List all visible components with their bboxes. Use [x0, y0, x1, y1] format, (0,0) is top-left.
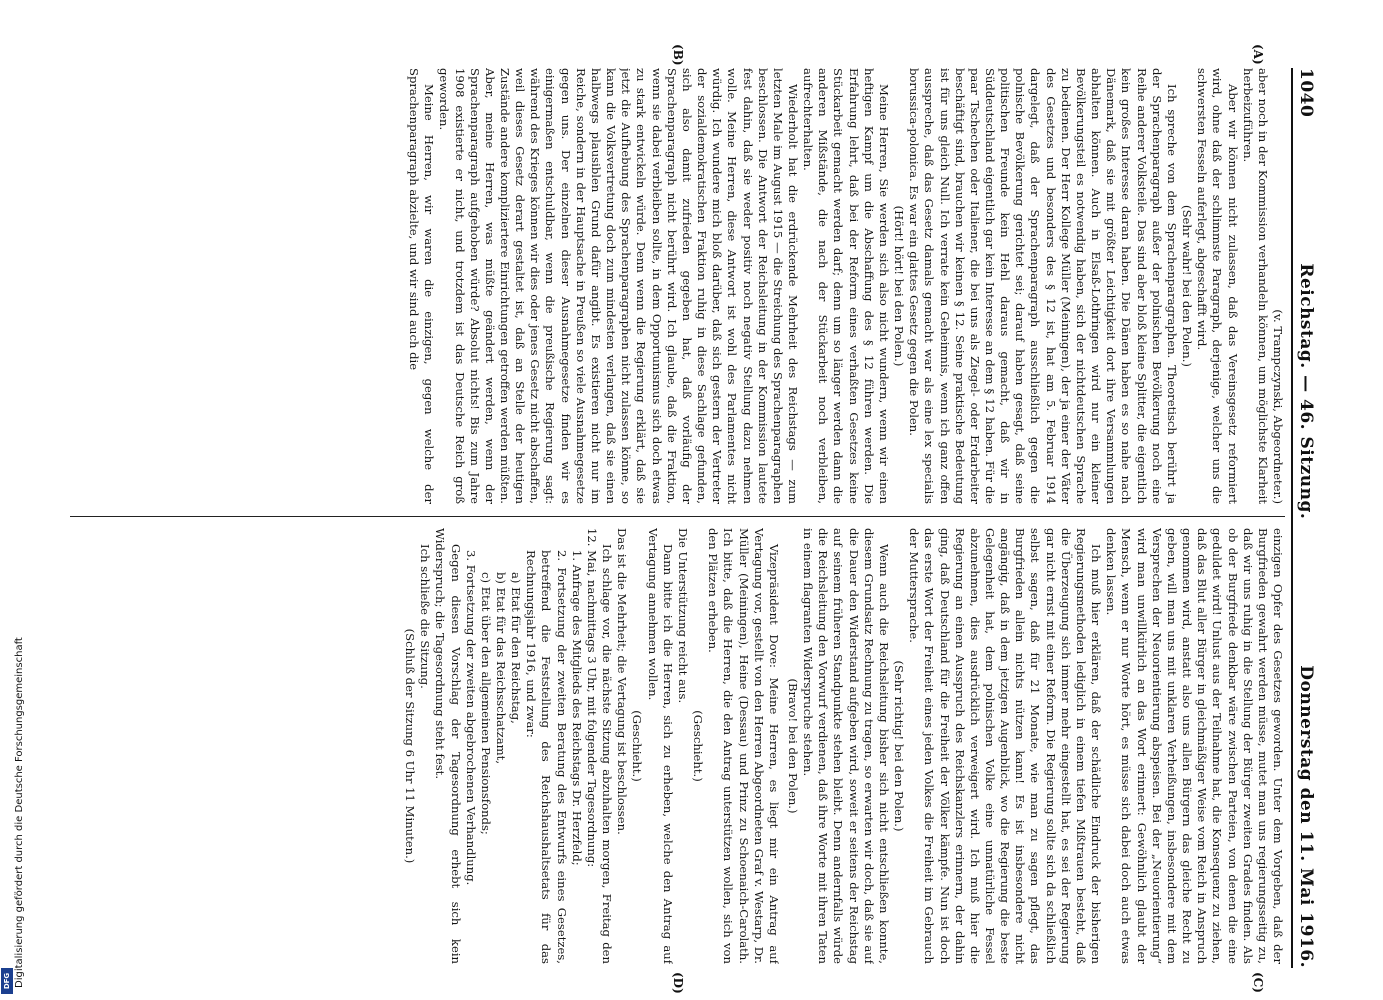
session-title: Reichstag. — 46. Sitzung.: [1296, 263, 1316, 520]
interjection: (Geschieht.): [691, 710, 706, 782]
agenda-item: 1. Anfrage des Mitglieds des Reichstags Dr. Herzfeld;: [569, 550, 584, 866]
paragraph: Ich muß hier erklären, daß der schädliche Eindruck der bisherigen Regierungsmethoden lediglich in einem tiefen Mißtrauen besteht, daß die Überzeugung sich immer mehr eingestellt hat, es sei der Regierung gar nicht ernst mit einer Reform. Die Regierung sollte sich da schließlich selbst sagen, daß für 21 Monate, wie man zu sagen pflegt, das Burgfrieden allein nichts nützen kann! Es ist insbesondere nicht angängig, daß in dem jetzigen Augenblick, wo die Regierung die beste Gelegenheit hat, dem polnischen Volke eine unnatürliche Fessel abzunehmen, dies ausdrücklich verweigert wird. Ich muß hier die Regierung an einen Ausspruch des Reichskanzlers erinnern, der dahin ging, daß Deutschland für die Freiheit der Völker kämpfe. Nun ist doch das erste Wort der Freiheit eines jeden Volkes die Freiheit im Gebrauch der Muttersprache.: [907, 528, 1104, 964]
dfg-credit-strip: [0, 0, 25, 1000]
margin-marker-a: (A): [1251, 44, 1265, 65]
left-column: [65, 68, 1285, 504]
interjection: (Geschieht.): [630, 710, 645, 782]
column-divider: [70, 516, 1285, 517]
margin-marker-c: (C): [1251, 972, 1265, 993]
interjection: (Hört! hört! bei den Polen.): [892, 205, 907, 367]
paragraph: Das ist die Mehrheit; die Vertagung ist beschlossen.: [615, 528, 630, 835]
paragraph: Ich spreche von dem Sprachenparagraphen. Theoretisch berührt ja der Sprachenparagraph außer der polnischen Bevölkerung noch eine Reihe anderer Volksteile. Das sind aber bloß kleine Splitter, die eigentlich kein großes Interesse daran haben. Die Dänen haben es so nahe nach Dänemark, daß sie mit größter Leichtigkeit dort ihre Versammlungen abhalten können. Auch in Elsaß-Lothringen wird nur ein kleiner Bevölkerungsteil es notwendig haben, sich der nichtdeutschen Sprache zu bedienen. Der Herr Kollege Müller (Meiningen), der ja einer der Väter des Gesetzes und besonders des § 12 ist, hat am 5. Februar 1914 dargelegt, daß der Sprachenparagraph ausschließlich gegen die polnische Bevölkerung gerichtet sei; darauf haben gesagt, daß seine politischen Freunde kein Hehl daraus gemacht, daß wir in Süddeutschland eigentlich gar kein Interesse an dem § 12 haben. Für die paar Tschechen oder Italiener, die bei uns als Ziegel- oder Erdarbeiter beschäftigt sind, brauchen wir keinen § 12. Seine praktische Bedeutung ist für uns gleich Null. Ich verrate kein Geheimnis, wenn ich ganz offen ausspreche, daß das Gesetz damals gemacht war als eine lex specialis borussica-polonica. Es war ein glattes Gesetz gegen die Polen.: [907, 68, 1179, 504]
paragraph: Vizepräsident Dove: Meine Herren, es liegt mir ein Antrag auf Vertagung vor, gestellt von den Herren Abgeordneten Graf v. Westarp, Dr. Müller (Meiningen), Heine (Dessau) und Prinz zu Schoenaich-Carolath. Ich bitte, daß die Herren, die den Antrag unterstützen wollen, sich von den Plätzen erheben.: [706, 528, 781, 964]
page-number: 1040: [1296, 68, 1316, 118]
agenda-item: c) Etat über den allgemeinen Pensionsfonds;: [478, 572, 493, 835]
right-column: [65, 528, 1285, 964]
interjection: (Bravo! bei den Polen.): [786, 678, 800, 814]
paragraph: (v. Trampczynski, Abgeordneter.): [1271, 309, 1285, 504]
margin-marker-d: (D): [671, 972, 685, 994]
paragraph: Die Unterstützung reicht aus.: [675, 528, 690, 704]
agenda-item: a) Etat für den Reichstag,: [509, 572, 524, 724]
dfg-credit-text: Digitalisierung gefördert durch die Deutsche Forschungsgemeinschaft: [14, 637, 25, 988]
agenda-item: 3. Fortsetzung der zweiten abgebrochenen Verhandlung.: [463, 550, 478, 886]
paragraph: Wiederholt hat die erdrückende Mehrheit des Reichstags — zum letzten Male im August 1915 — die Streichung des Sprachenparagraphen beschlossen. Die Antwort der Reichsleitung in der Kommission lautete fest dahin, daß sie weder positiv noch negativ Stellung dazu nehmen wolle. Meine Herren, diese Antwort ist wohl des Parlamentes nicht würdig. Ich wundere mich bloß darüber, daß sich gestern der Vertreter der sozialdemokratischen Fraktion ruhig in diese Sachlage gefunden, sich also damit zufrieden gegeben hat, daß vorläufig der Sprachenparagraph nicht berührt wird. Ich glaube, daß die Fraktion, wenn sie dabei verbleiben sollte, in dem Opportunismus sich doch etwas zu stark entwickeln würde. Denn wenn die Regierung erklärt, daß sie jetzt die Aufhebung des Sprachenparagraphen nicht zulassen könne, so kann die Volksvertretung doch zum mindesten verlangen, daß sie einen halbwegs plausiblen Grund dafür angibt. Es existieren nicht nur im Reiche, sondern in der Hauptsache in Preußen so viele Ausnahmegesetze gegen uns. Der einzelnen dieser Ausnahmegesetze finden wir es einigermaßen entschuldbar, wenn die preußische Regierung sagt: während des Krieges können wir dies oder jenes Gesetz nicht abschaffen, weil dieses Gesetz derart gestaltet ist, daß an Stelle der heutigen Zustände andere kompliziertere Einrichtungen getroffen werden müßten. Aber, meine Herren, was müßte geändert werden, wenn der Sprachenparagraph aufgehoben würde? Absolut nichts! Bis zum Jahre 1908 existierte er nicht, und trotzdem ist das Deutsche Reich groß geworden.: [437, 68, 800, 504]
session-date: Donnerstag den 11. Mai 1916.: [1296, 665, 1316, 968]
margin-marker-b: (B): [671, 44, 685, 66]
interjection: (Schluß der Sitzung 6 Uhr 11 Minuten.): [403, 628, 418, 864]
agenda-item: 2. Fortsetzung der zweiten Beratung des Entwurfs eines Gesetzes, betreffend die Feststellung des Reichshaushaltsetats für das Rechnungsjahr 1916, und zwar:: [524, 550, 569, 964]
paragraph: Aber wir können nicht zulassen, daß das Vereinsgesetz reformiert wird, ohne daß der schlimmste Paragraph, derjenige, welcher uns die schwersten Fesseln auferlegt, abgeschafft wird.: [1195, 68, 1240, 504]
interjection: (Sehr wahr! bei den Polen.): [1180, 205, 1195, 367]
paragraph: aber noch in der Kommission verhandeln können, um möglichste Klarheit herbeizuführen.: [1240, 68, 1270, 504]
paragraph: Gegen diesen Vorschlag der Tagesordnung erhebt sich kein Widerspruch; die Tagesordnung steht fest.: [433, 528, 463, 964]
dfg-logo-icon: DFG: [1, 968, 13, 994]
paragraph: Ich schlage vor, die nächste Sitzung abzuhalten morgen, Freitag den 12. Mai, nachmittags 3 Uhr, mit folgender Tagesordnung:: [584, 528, 615, 964]
agenda-item: b) Etat für das Reichsschatzamt,: [494, 572, 509, 765]
paragraph: Meine Herren, wir waren die einzigen, gegen welche der Sprachenparagraph abzielte, und wir sind auch die: [407, 68, 437, 504]
paragraph: Wenn auch die Reichsleitung bisher sich nicht entschließen konnte, diesem Grundsatz Rechnung zu tragen, so erwarten wir doch, daß sie auf die Dauer den Widerstand aufgeben wird, soweit er seitens der Reichstag auf seinem früheren Standpunkte stehen bleibt. Denn andernfalls würde die Reichsleitung den Vorwurf verdienen, daß ihre Worte mit ihren Taten in einem flagranten Widerspruche stehen.: [801, 528, 891, 964]
paragraph: Meine Herren, Sie werden sich also nicht wundern, wenn wir einen heftigen Kampf um die Abschaffung des § 12 führen werden. Die Erfahrung lehrt, daß bei der Reform eines verhaßten Gesetzes keine Stückarbeit gemacht werden darf; denn um so länger werden dann die anderen Mißstände, die nach der Stückarbeit noch verbleiben, aufrechterhalten.: [801, 68, 891, 504]
paragraph: Dann bitte ich die Herren, sich zu erheben, welche den Antrag auf Vertagung annehmen wollen.: [645, 528, 675, 964]
page-header: [1291, 68, 1319, 968]
newspaper-sheet: [55, 44, 1325, 994]
interjection: (Sehr richtig! bei den Polen.): [892, 660, 907, 832]
paragraph: einzigen Opfer des Gesetzes geworden. Unter dem Vorgeben, daß der Burgfrieden gewahrt werden müsse, mutet man uns regierungsseitig zu, daß wir uns ruhig in die Stellung der Bürger zweiten Grades finden. Als ob der Burgfriede denkbar wäre zwischen Parteien, von denen die eine geduldet wird! Unlust aus der Teilnahme hat, die Konsequenz zu ziehen, daß das Blut aller Bürger in gleichmäßiger Weise vom Reich in Anspruch genommen wird, anstatt also uns allen Bürgern das gleiche Recht zu geben, will man uns mit unklaren Verheißungen, insbesondere mit dem Versprechen der Neuorientierung abspeisen. Bei der „Neuorientierung“ wird man unwillkürlich an das Wort erinnert: Gewöhnlich glaubt der Mensch, wenn er nur Worte hört, es müsse sich dabei doch auch etwas denken lassen.: [1104, 528, 1285, 964]
paragraph: Ich schließe die Sitzung.: [418, 544, 433, 689]
